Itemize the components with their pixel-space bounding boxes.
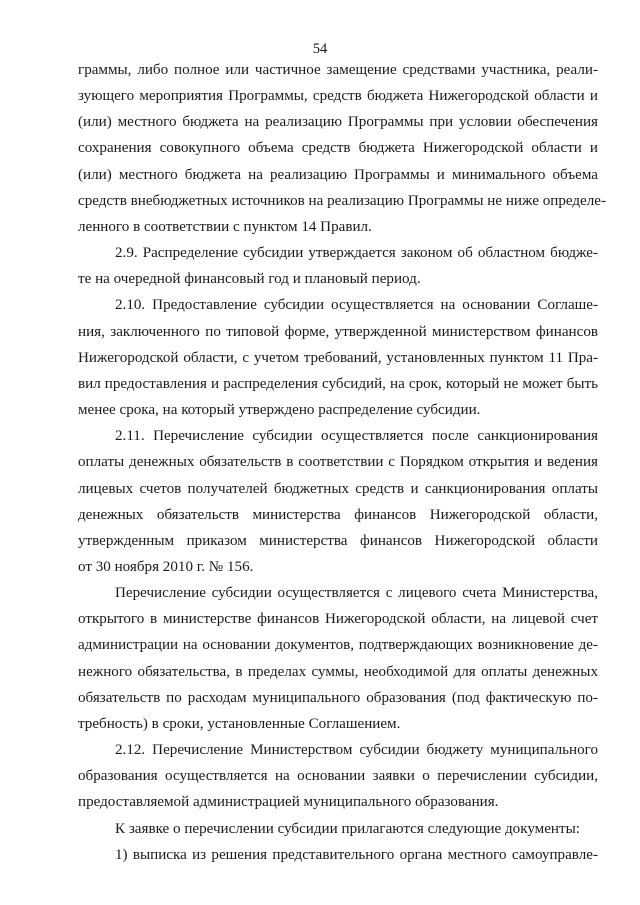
text-line: (или) местного бюджета на реализацию Программы и минимального объема [78, 166, 598, 183]
text-line: граммы, либо полное или частичное замещение средствами участника, реали- [78, 62, 598, 78]
text-line: утвержденным приказом министерства финансов Нижегородской области [78, 532, 598, 549]
text-line: средств внебюджетных источников на реализацию Программы не ниже определе- [78, 192, 607, 209]
text-line: сохранения совокупного объема средств бюджета Нижегородской области и [78, 140, 598, 157]
text-line: ленного в соответствии с пунктом 14 Правил. [78, 218, 372, 235]
text-line: требность) в сроки, установленные Соглашением. [78, 715, 401, 732]
text-line: нежного обязательства, в пределах суммы, необходимой для оплаты денежных [78, 663, 598, 680]
paragraph-2-12-line: 2.12. Перечисление Министерством субсидии бюджету муниципального [115, 742, 598, 759]
text-line: образования осуществляется на основании заявки о перечислении субсидии, [78, 768, 598, 785]
paragraph-transfer-line: Перечисление субсидии осуществляется с лицевого счета Министерства, [115, 585, 598, 602]
text-line: оплаты денежных обязательств в соответствии с Порядком открытия и ведения [78, 454, 598, 471]
paragraph-2-11-line: 2.11. Перечисление субсидии осуществляется после санкционирования [115, 428, 598, 445]
text-line: денежных обязательств министерства финансов Нижегородской области, [78, 506, 598, 523]
text-line: от 30 ноября 2010 г. № 156. [78, 558, 254, 575]
text-line: администрации на основании документов, подтверждающих возникновение де- [78, 637, 598, 654]
document-body [78, 57, 607, 868]
text-line: вил предоставления и распределения субсидий, на срок, который не может быть [78, 375, 598, 392]
list-item-1-line: 1) выписка из решения представительного органа местного самоуправле- [115, 846, 598, 863]
page-number: 54 [312, 41, 328, 57]
paragraph-attachments-line: К заявке о перечислении субсидии прилагаются следующие документы: [115, 820, 580, 837]
text-line: обязательств по расходам муниципального образования (под фактическую по- [78, 689, 598, 706]
text-line: зующего мероприятия Программы, средств бюджета Нижегородской области и [78, 88, 598, 105]
text-line: менее срока, на который утверждено распределение субсидии. [78, 402, 481, 419]
text-line: лицевых счетов получателей бюджетных средств и санкционирования оплаты [78, 480, 598, 497]
text-line: предоставляемой администрацией муниципального образования. [78, 794, 499, 811]
text-line: ния, заключенного по типовой форме, утвержденной министерством финансов [78, 323, 598, 340]
text-line: (или) местного бюджета на реализацию Программы при условии обеспечения [78, 114, 598, 131]
paragraph-2-10-line: 2.10. Предоставление субсидии осуществляется на основании Соглаше- [115, 297, 598, 314]
paragraph-2-9-line: 2.9. Распределение субсидии утверждается законом об областном бюдже- [115, 245, 598, 262]
text-line: те на очередной финансовый год и плановый период. [78, 271, 421, 288]
text-line: Нижегородской области, с учетом требований, установленных пунктом 11 Пра- [78, 349, 598, 366]
text-line: открытого в министерстве финансов Нижегородской области, на лицевой счет [78, 611, 598, 628]
